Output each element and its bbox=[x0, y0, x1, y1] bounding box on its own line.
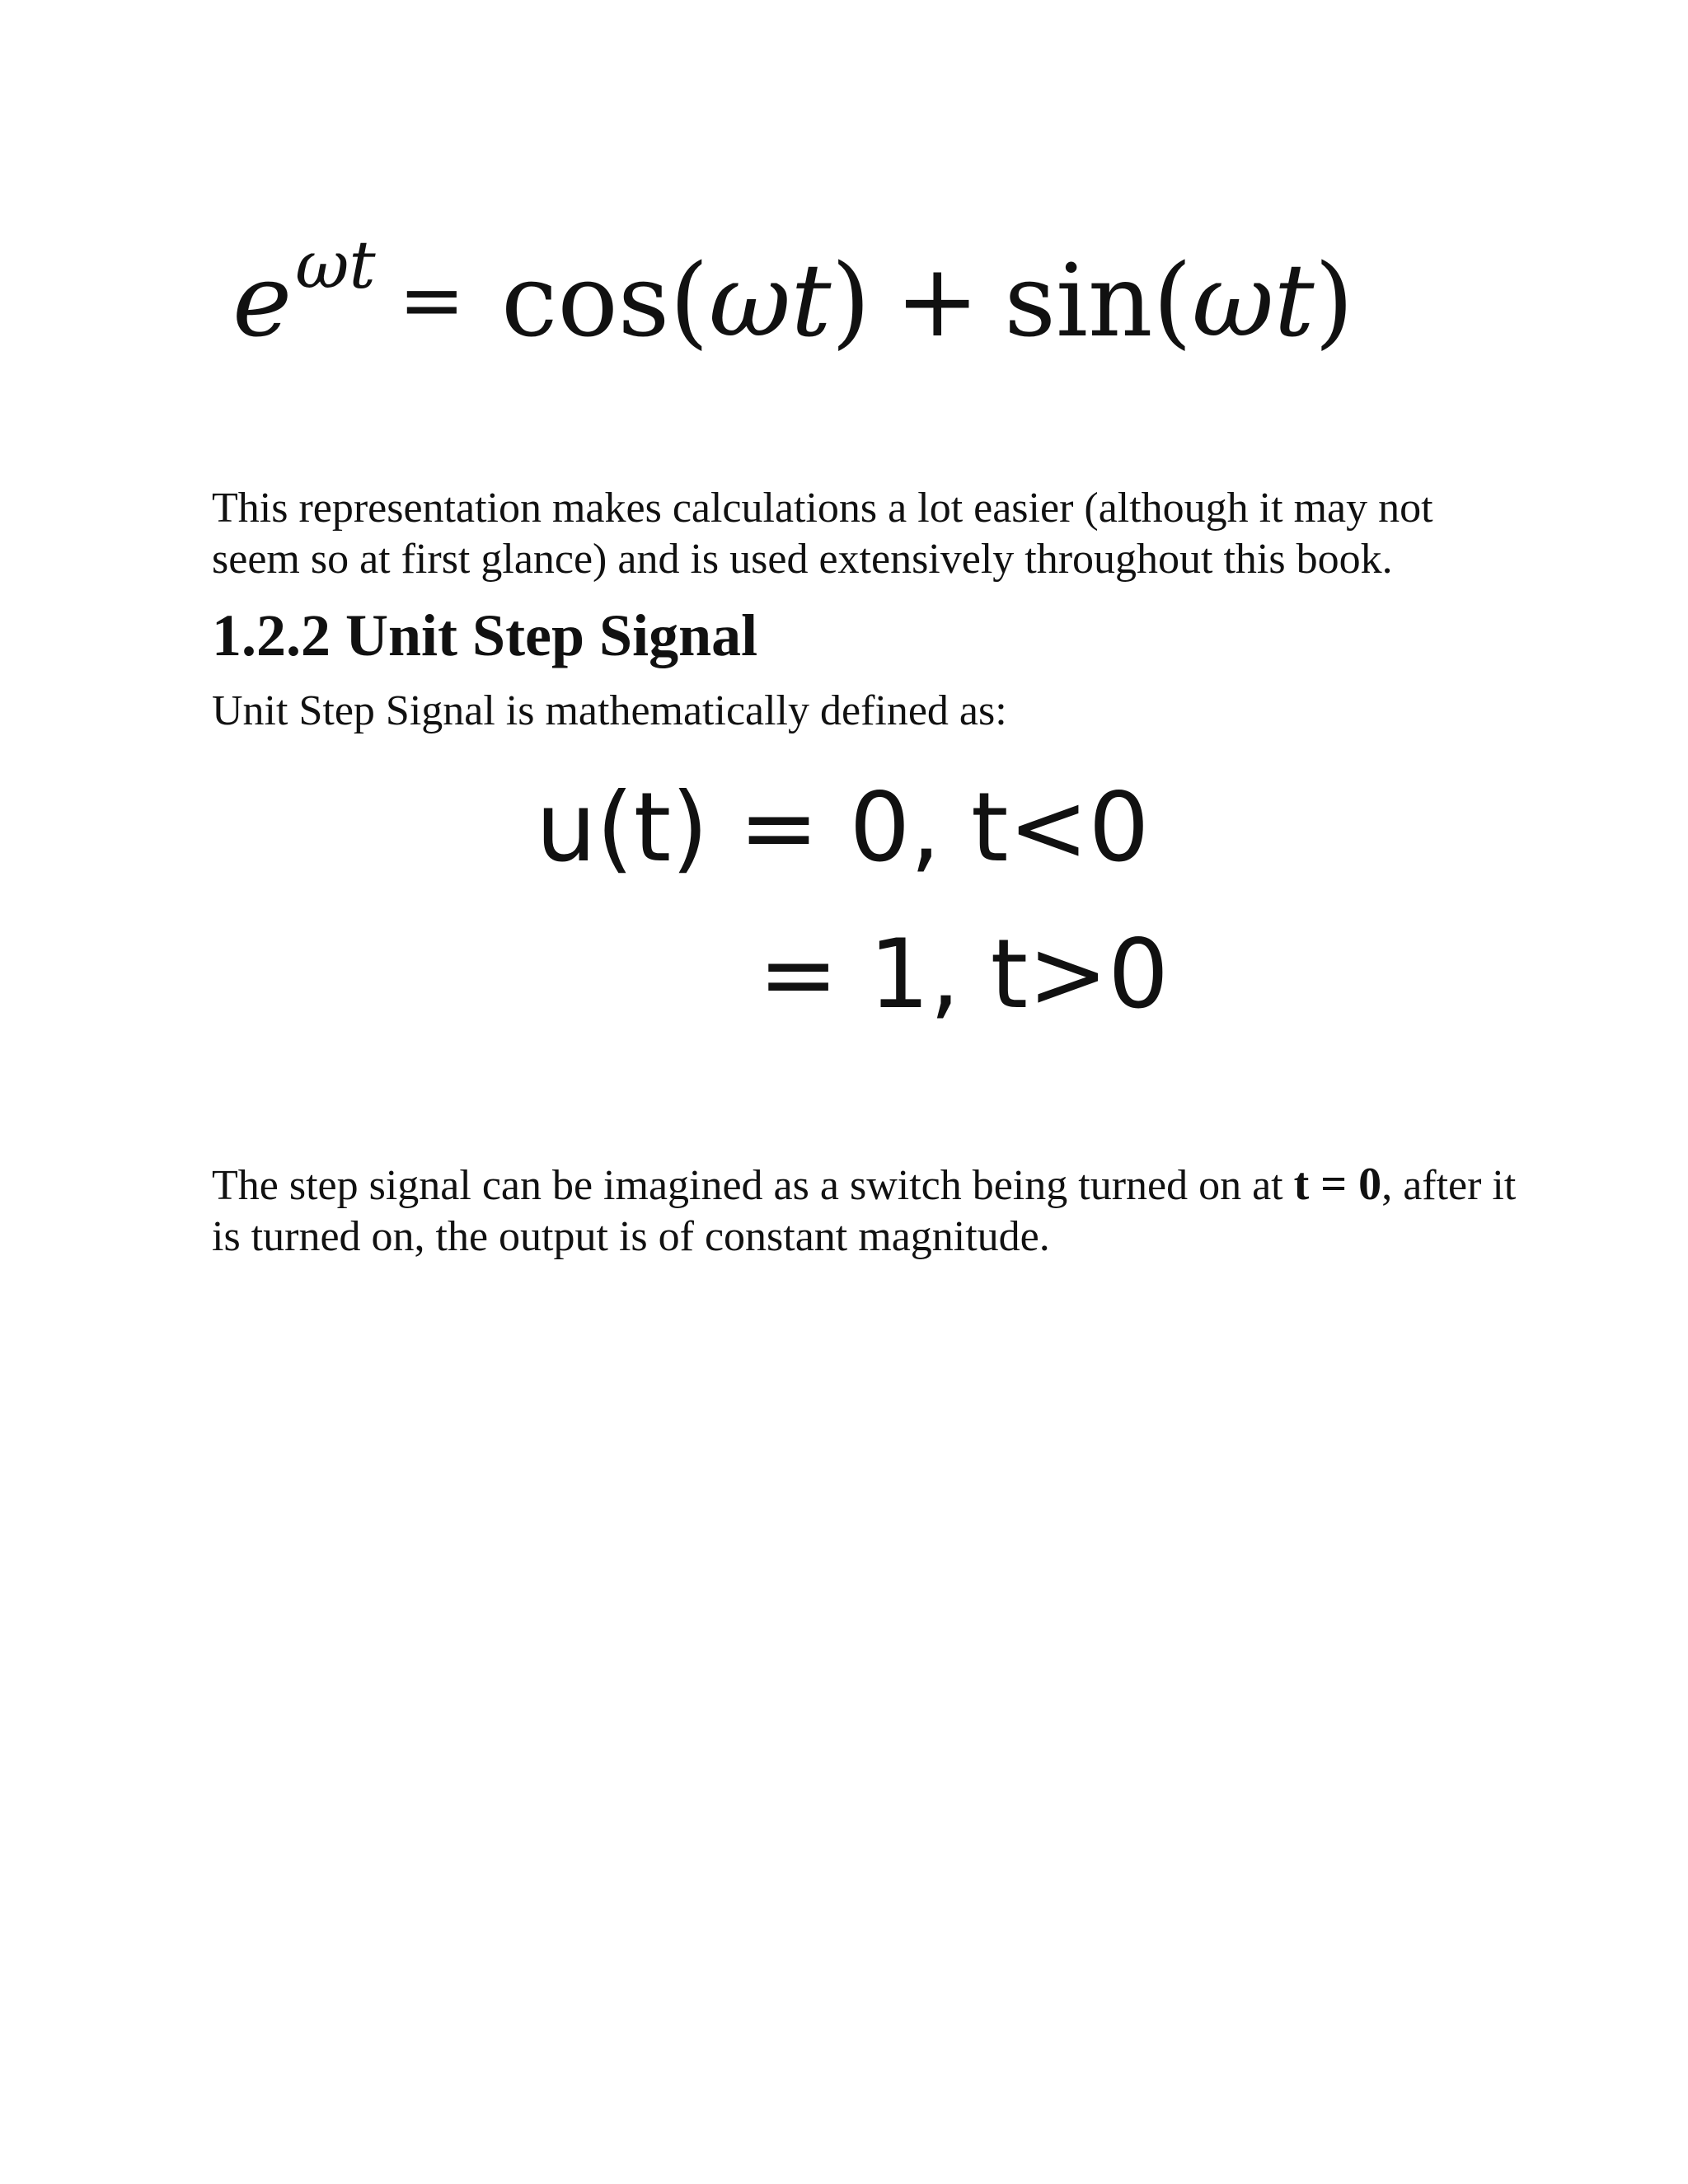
paragraph-2-line-1 bbox=[212, 1159, 1516, 1212]
euler-cos-arg: ωt bbox=[709, 242, 832, 359]
euler-sin: sin( bbox=[1004, 242, 1193, 359]
euler-plus: + bbox=[895, 242, 980, 359]
euler-equals: = bbox=[398, 254, 466, 346]
definition-intro: Unit Step Signal is mathematically defined as: bbox=[212, 687, 1007, 734]
euler-base: e bbox=[232, 242, 293, 359]
paragraph-2-line-2: is turned on, the output is of constant magnitude. bbox=[212, 1213, 1050, 1260]
step-equation-line-1: u(t) = 0, t<0 bbox=[536, 772, 1150, 883]
paragraph-1-line-2: seem so at first glance) and is used extensively throughout this book. bbox=[212, 536, 1393, 583]
paragraph-1-line-1: This representation makes calculations a lot easier (although it may not bbox=[212, 485, 1433, 532]
paragraph-2-text-after: , after it bbox=[1381, 1162, 1517, 1209]
euler-exponent: ωt bbox=[295, 227, 376, 303]
paragraph-2-text-before: The step signal can be imagined as a switch being turned on at bbox=[212, 1162, 1294, 1209]
step-equation-line-2: = 1, t>0 bbox=[758, 919, 1170, 1030]
section-heading: 1.2.2 Unit Step Signal bbox=[212, 602, 758, 668]
euler-cos-close: ) bbox=[831, 242, 871, 359]
euler-sin-arg: ωt bbox=[1192, 242, 1315, 359]
paragraph-2-bold-condition: t = 0 bbox=[1293, 1159, 1382, 1210]
euler-equation bbox=[232, 210, 1452, 391]
euler-cos: cos( bbox=[501, 242, 710, 359]
euler-sin-close: ) bbox=[1314, 242, 1354, 359]
